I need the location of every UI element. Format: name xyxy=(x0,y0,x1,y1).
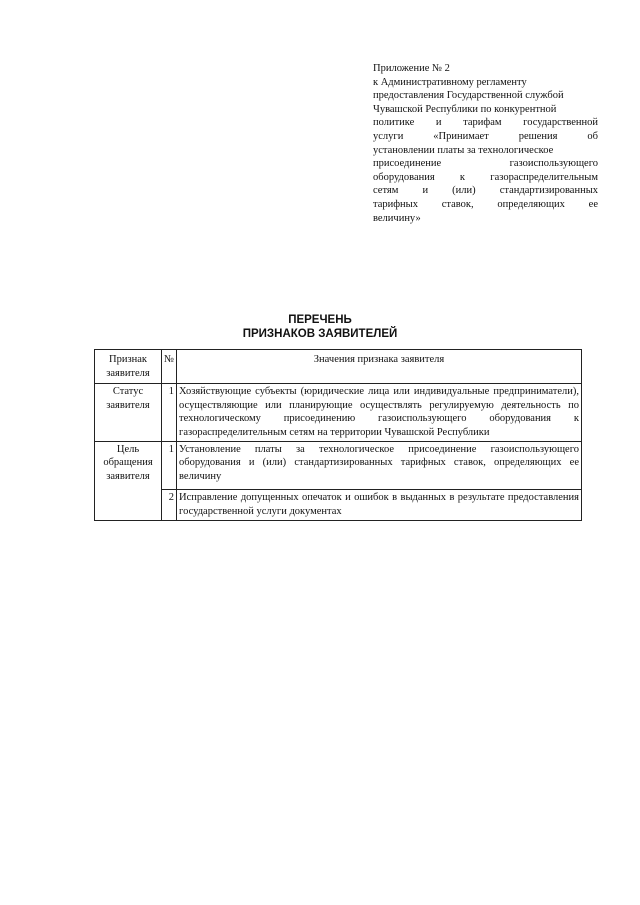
appendix-line: Чувашской Республики по конкурентной xyxy=(373,103,557,115)
appendix-header xyxy=(373,62,598,225)
appendix-line: сетям и (или) стандартизированных xyxy=(373,185,598,197)
cell-value: Исправление допущенных опечаток и ошибок в выданных в результате предоставления государственной услуги документах xyxy=(177,490,582,520)
table-header-row xyxy=(95,350,582,384)
cell-number: 2 xyxy=(162,490,177,520)
cell-sign: Статус заявителя xyxy=(95,384,162,441)
header-values: Значения признака заявителя xyxy=(177,350,582,384)
table-row xyxy=(95,384,582,441)
table-row xyxy=(95,490,582,520)
cell-number: 1 xyxy=(162,384,177,441)
document-subtitle: ПРИЗНАКОВ ЗАЯВИТЕЛЕЙ xyxy=(242,328,398,340)
cell-value: Хозяйствующие субъекты (юридические лица или индивидуальные предприниматели), осуществляющие или планирующие осуществлять регулируемую деятельность по технологическому присоединению газоиспользующего оборудования к газораспределительным сетям на территории Чувашской Республики xyxy=(177,384,582,441)
document-title: ПЕРЕЧЕНЬ xyxy=(288,314,352,326)
appendix-line: предоставления Государственной службой xyxy=(373,90,564,102)
cell-sign: Цель обращения заявителя xyxy=(95,441,162,520)
appendix-line: тарифных ставок, определяющих ее xyxy=(373,198,598,210)
appendix-line: оборудования к газораспределительным xyxy=(373,171,598,183)
appendix-line: установлении платы за технологическое xyxy=(373,144,554,156)
appendix-line: присоединение газоиспользующего xyxy=(373,158,598,170)
appendix-line: величину» xyxy=(373,212,421,224)
cell-value: Установление платы за технологическое присоединение газоиспользующего оборудования и (или) стандартизированных тарифных ставок, определяющих ее величину xyxy=(177,441,582,490)
header-number: № xyxy=(162,350,177,384)
appendix-line: Приложение № 2 xyxy=(373,63,450,74)
cell-number: 1 xyxy=(162,441,177,490)
table-row xyxy=(95,441,582,490)
applicant-signs-table xyxy=(94,349,582,521)
header-sign: Признак заявителя xyxy=(95,350,162,384)
appendix-line: к Административному регламенту xyxy=(373,76,527,88)
appendix-line: политике и тарифам государственной xyxy=(373,117,598,129)
appendix-line: услуги «Принимает решения об xyxy=(373,130,598,142)
